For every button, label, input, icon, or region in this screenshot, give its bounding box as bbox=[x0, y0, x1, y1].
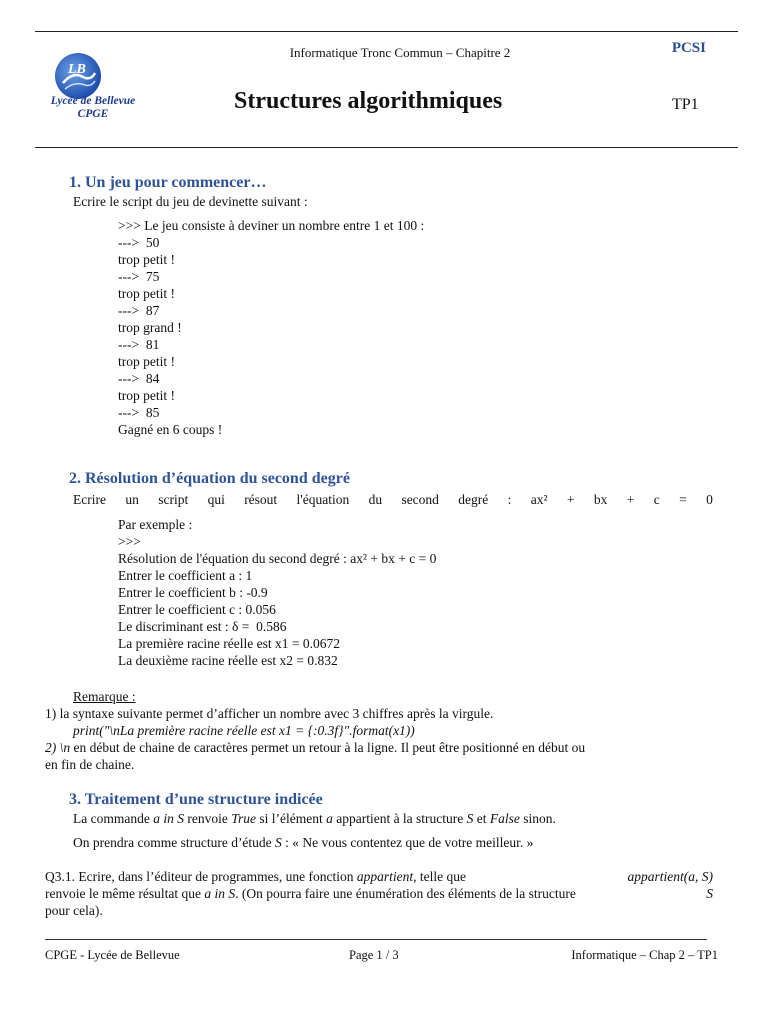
footer-left: CPGE - Lycée de Bellevue bbox=[45, 948, 180, 962]
section3-heading: 3. Traitement d’une structure indicée bbox=[69, 791, 323, 808]
class-label: PCSI bbox=[671, 40, 706, 56]
section3-line1 bbox=[73, 810, 556, 827]
intro-word: c bbox=[653, 492, 660, 507]
code-line: La première racine réelle est x1 = 0.0672 bbox=[118, 636, 341, 651]
footer-rule bbox=[45, 939, 707, 940]
intro-word: du bbox=[368, 492, 383, 507]
top-rule bbox=[35, 31, 738, 32]
code-line: ---> 87 bbox=[118, 303, 160, 318]
text-run: renvoie le même résultat que bbox=[45, 886, 205, 901]
logo-text bbox=[33, 95, 153, 121]
tp-label: TP1 bbox=[672, 96, 699, 113]
text-run: S bbox=[706, 886, 713, 901]
text-run: True bbox=[231, 811, 256, 826]
intro-word: script bbox=[158, 492, 189, 507]
text-run: : « Ne vous contentez que de votre meilleur. » bbox=[281, 835, 534, 850]
text-run: a bbox=[326, 811, 333, 826]
intro-word: : bbox=[507, 492, 512, 507]
text-run: appartient bbox=[356, 869, 414, 884]
code-line: ---> 50 bbox=[118, 235, 160, 250]
code-line: Entrer le coefficient a : 1 bbox=[118, 568, 253, 583]
intro-word: ax² bbox=[530, 492, 548, 507]
code-line: Entrer le coefficient c : 0.056 bbox=[118, 602, 276, 617]
code-line: Entrer le coefficient b : -0.9 bbox=[118, 585, 268, 600]
logo-text-line2: CPGE bbox=[77, 108, 109, 120]
intro-word: bx bbox=[593, 492, 608, 507]
code-line: >>> Le jeu consiste à deviner un nombre entre 1 et 100 : bbox=[118, 218, 425, 233]
text-run: Q3.1. Ecrire, dans l’éditeur de programmes, une fonction bbox=[45, 869, 357, 884]
q31-line1-start bbox=[45, 868, 466, 885]
code-line: Par exemple : bbox=[118, 517, 193, 532]
code-line: ---> 75 bbox=[118, 269, 160, 284]
text-run: False bbox=[489, 811, 520, 826]
code-line: >>> bbox=[118, 534, 141, 549]
intro-word: degré bbox=[458, 492, 489, 507]
code-line: trop petit ! bbox=[118, 286, 175, 301]
text-run: . (On pourra faire une énumération des éléments de la structure bbox=[235, 886, 576, 901]
svg-text:LB: LB bbox=[68, 62, 86, 77]
section1-heading: 1. Un jeu pour commencer… bbox=[69, 174, 267, 191]
text-run: , telle que bbox=[413, 869, 467, 884]
q31-line2 bbox=[45, 885, 713, 902]
q31-line2-start bbox=[45, 885, 576, 902]
text-run: a in S bbox=[153, 811, 184, 826]
code-line: Résolution de l'équation du second degré : ax² + bx + c = 0 bbox=[118, 551, 437, 566]
intro-word: = bbox=[679, 492, 687, 507]
section2-code-block bbox=[118, 516, 436, 669]
text-run: La commande bbox=[73, 811, 154, 826]
section2-heading: 2. Résolution d’équation du second degré bbox=[69, 470, 350, 487]
intro-word: + bbox=[566, 492, 575, 507]
text-run: S bbox=[466, 811, 474, 826]
code-line: Le discriminant est : δ = 0.586 bbox=[118, 619, 287, 634]
intro-word: Ecrire bbox=[73, 492, 106, 507]
text-run: On prendra comme structure d’étude bbox=[73, 835, 276, 850]
text-run: et bbox=[473, 811, 490, 826]
text-run: S bbox=[275, 835, 282, 850]
intro-word: un bbox=[125, 492, 139, 507]
intro-word: résout bbox=[244, 492, 278, 507]
code-line: Gagné en 6 coups ! bbox=[118, 422, 223, 437]
school-logo bbox=[47, 53, 157, 128]
q31-line3: pour cela). bbox=[45, 903, 103, 918]
code-line: trop petit ! bbox=[118, 354, 175, 369]
code-line: trop petit ! bbox=[118, 388, 175, 403]
code-line: trop grand ! bbox=[118, 320, 182, 335]
text-run: a in S bbox=[204, 886, 236, 901]
code-line: ---> 81 bbox=[118, 337, 160, 352]
footer-right: Informatique – Chap 2 – TP1 bbox=[571, 948, 718, 962]
intro-word: + bbox=[626, 492, 635, 507]
logo-emblem-icon bbox=[55, 53, 101, 99]
text-run: appartient(a, S) bbox=[627, 869, 713, 884]
remark1-code: print("\nLa première racine réelle est x1 = {:0.3f}".format(x1)) bbox=[73, 723, 415, 738]
intro-word: qui bbox=[207, 492, 225, 507]
intro-word: 0 bbox=[706, 492, 713, 507]
text-run: renvoie bbox=[183, 811, 232, 826]
text-run: appartient à la structure bbox=[332, 811, 467, 826]
intro-word: l'équation bbox=[296, 492, 350, 507]
code-line: trop petit ! bbox=[118, 252, 175, 267]
text-run: sinon. bbox=[519, 811, 556, 826]
header-bottom-rule bbox=[35, 147, 738, 148]
text-run: si l’élément bbox=[255, 811, 327, 826]
footer-page-number: Page 1 / 3 bbox=[349, 948, 399, 962]
remark2 bbox=[45, 739, 725, 756]
section2-intro bbox=[73, 492, 713, 508]
remark2-line1: en début de chaine de caractères permet un retour à la ligne. Il peut être positionné en début ou bbox=[70, 740, 586, 755]
intro-word: second bbox=[401, 492, 439, 507]
logo-text-line1: Lycée de Bellevue bbox=[50, 95, 136, 107]
code-line: ---> 84 bbox=[118, 371, 160, 386]
course-header: Informatique Tronc Commun – Chapitre 2 bbox=[289, 45, 511, 60]
code-line: ---> 85 bbox=[118, 405, 160, 420]
remark2-prefix: 2) \n bbox=[45, 740, 71, 755]
code-line: La deuxième racine réelle est x2 = 0.832 bbox=[118, 653, 338, 668]
remark1: 1) la syntaxe suivante permet d’afficher un nombre avec 3 chiffres après la virgule. bbox=[45, 706, 494, 721]
remark2-line2: en fin de chaine. bbox=[45, 757, 135, 772]
section1-code-block bbox=[118, 217, 424, 438]
section1-intro: Ecrire le script du jeu de devinette suivant : bbox=[73, 194, 308, 209]
page-title: Structures algorithmiques bbox=[234, 88, 503, 114]
q31-line1 bbox=[45, 868, 713, 885]
remark-title: Remarque : bbox=[73, 689, 136, 704]
section3-line2 bbox=[73, 834, 533, 851]
